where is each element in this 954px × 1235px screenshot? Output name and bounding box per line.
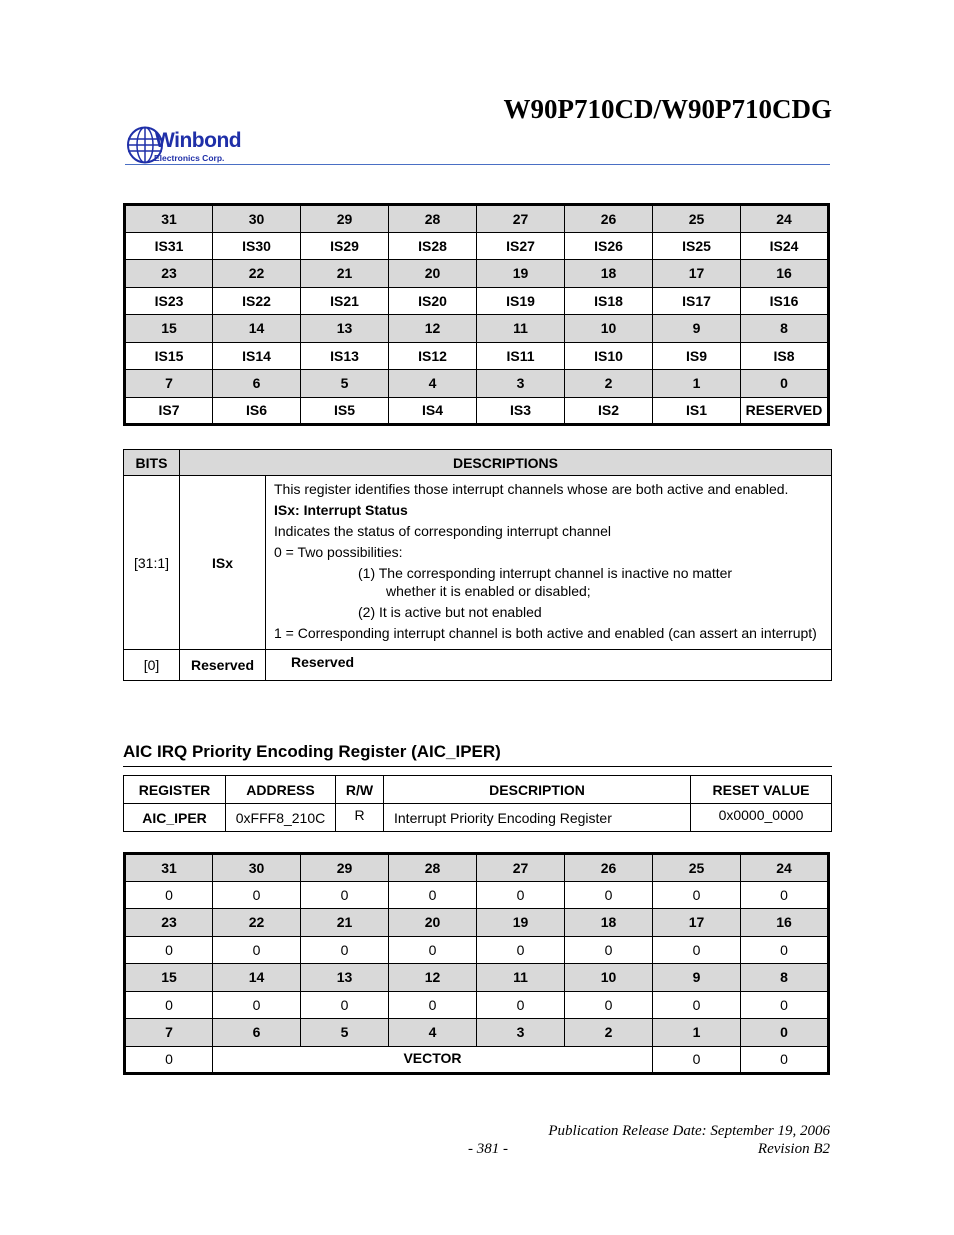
field-description: Reserved bbox=[266, 650, 832, 681]
bit-number-cell: 18 bbox=[565, 909, 653, 937]
bit-value-row bbox=[125, 991, 829, 1019]
bit-value-cell: 0 bbox=[125, 881, 213, 909]
bit-value-cell: 0 bbox=[213, 991, 301, 1019]
bits-table-isx bbox=[123, 203, 830, 426]
desc-row-isx bbox=[124, 476, 832, 650]
bit-number-cell: 16 bbox=[741, 909, 829, 937]
bit-value-cell: IS20 bbox=[389, 287, 477, 315]
bit-number-cell: 21 bbox=[301, 260, 389, 288]
col-address: ADDRESS bbox=[226, 776, 336, 804]
bits-range: [0] bbox=[124, 650, 180, 681]
bit-value-cell: IS1 bbox=[653, 397, 741, 425]
bit-number-cell: 31 bbox=[125, 205, 213, 233]
bit-number-cell: 12 bbox=[389, 964, 477, 992]
bit-value-cell: RESERVED bbox=[741, 397, 829, 425]
bit-value-cell: IS5 bbox=[301, 397, 389, 425]
bit-value-cell: 0 bbox=[477, 881, 565, 909]
bit-value-cell: 0 bbox=[653, 991, 741, 1019]
bits-range: [31:1] bbox=[124, 476, 180, 650]
bit-number-cell: 5 bbox=[301, 1019, 389, 1047]
bit-number-row bbox=[125, 1019, 829, 1047]
bit-number-cell: 20 bbox=[389, 260, 477, 288]
register-table bbox=[123, 775, 832, 832]
bit-value-cell: IS25 bbox=[653, 232, 741, 260]
bit-number-cell: 7 bbox=[125, 1019, 213, 1047]
bit-value-cell: IS31 bbox=[125, 232, 213, 260]
bit-number-cell: 28 bbox=[389, 205, 477, 233]
col-rw: R/W bbox=[336, 776, 384, 804]
header-rule bbox=[125, 164, 830, 165]
bit-number-cell: 23 bbox=[125, 260, 213, 288]
bit-number-cell: 5 bbox=[301, 370, 389, 398]
bit-number-cell: 21 bbox=[301, 909, 389, 937]
bit-number-cell: 14 bbox=[213, 964, 301, 992]
field-name: ISx bbox=[180, 476, 266, 650]
bit-number-cell: 8 bbox=[741, 315, 829, 343]
bit-number-row bbox=[125, 205, 829, 233]
bit-value-cell: IS15 bbox=[125, 342, 213, 370]
bit-value-cell: IS9 bbox=[653, 342, 741, 370]
bit-number-cell: 2 bbox=[565, 1019, 653, 1047]
bit-value-cell: IS28 bbox=[389, 232, 477, 260]
desc-line: whether it is enabled or disabled; bbox=[386, 583, 591, 599]
bit-number-cell: 8 bbox=[741, 964, 829, 992]
desc-line: (2) It is active but not enabled bbox=[358, 604, 542, 620]
bit-value-cell: 0 bbox=[741, 1046, 829, 1074]
desc-line: Indicates the status of corresponding interrupt channel bbox=[274, 523, 611, 539]
bit-value-cell: 0 bbox=[389, 936, 477, 964]
bit-number-cell: 23 bbox=[125, 909, 213, 937]
bit-number-cell: 22 bbox=[213, 260, 301, 288]
bit-number-cell: 3 bbox=[477, 1019, 565, 1047]
bit-number-cell: 27 bbox=[477, 205, 565, 233]
bit-value-cell: 0 bbox=[301, 991, 389, 1019]
logo-wordmark: Winbond bbox=[155, 129, 242, 152]
bit-value-cell: IS22 bbox=[213, 287, 301, 315]
bit-value-row bbox=[125, 232, 829, 260]
bit-value-cell: 0 bbox=[653, 936, 741, 964]
bit-number-cell: 1 bbox=[653, 370, 741, 398]
bit-number-cell: 1 bbox=[653, 1019, 741, 1047]
bit-value-cell: IS30 bbox=[213, 232, 301, 260]
section-rule bbox=[123, 766, 832, 767]
bits-table-iper bbox=[123, 852, 830, 1075]
bit-value-cell: 0 bbox=[213, 881, 301, 909]
bit-number-cell: 11 bbox=[477, 964, 565, 992]
bit-number-cell: 13 bbox=[301, 315, 389, 343]
bit-value-cell: 0 bbox=[653, 881, 741, 909]
bit-number-cell: 29 bbox=[301, 205, 389, 233]
register-header-row bbox=[124, 776, 832, 804]
bit-number-cell: 6 bbox=[213, 1019, 301, 1047]
bit-value-row bbox=[125, 397, 829, 425]
revision: Revision B2 bbox=[757, 1141, 830, 1157]
bit-value-cell: 0 bbox=[653, 1046, 741, 1074]
bit-value-cell: IS17 bbox=[653, 287, 741, 315]
descriptions-header: DESCRIPTIONS bbox=[180, 450, 832, 476]
bit-value-cell: IS3 bbox=[477, 397, 565, 425]
desc-field-title: ISx: Interrupt Status bbox=[274, 502, 408, 518]
bit-number-cell: 24 bbox=[741, 854, 829, 882]
bit-value-cell: IS11 bbox=[477, 342, 565, 370]
publication-date: Publication Release Date: September 19, 2006 bbox=[548, 1123, 830, 1139]
bit-number-row bbox=[125, 370, 829, 398]
bit-value-cell: 0 bbox=[301, 936, 389, 964]
bit-number-cell: 20 bbox=[389, 909, 477, 937]
bit-value-cell: IS12 bbox=[389, 342, 477, 370]
bit-value-cell: 0 bbox=[389, 991, 477, 1019]
bit-number-cell: 4 bbox=[389, 1019, 477, 1047]
bit-number-row bbox=[125, 260, 829, 288]
bit-number-cell: 26 bbox=[565, 854, 653, 882]
bit-number-cell: 15 bbox=[125, 315, 213, 343]
bit-value-cell: 0 bbox=[565, 991, 653, 1019]
bit-number-cell: 28 bbox=[389, 854, 477, 882]
bit-value-cell: 0 bbox=[477, 991, 565, 1019]
bit-value-cell: 0 bbox=[125, 991, 213, 1019]
bit-number-cell: 31 bbox=[125, 854, 213, 882]
bit-value-cell: 0 bbox=[741, 881, 829, 909]
bit-number-cell: 4 bbox=[389, 370, 477, 398]
desc-header-row bbox=[124, 450, 832, 476]
bit-number-cell: 19 bbox=[477, 260, 565, 288]
bit-value-cell: IS13 bbox=[301, 342, 389, 370]
bit-number-cell: 19 bbox=[477, 909, 565, 937]
bit-value-cell: 0 bbox=[565, 936, 653, 964]
bit-number-cell: 25 bbox=[653, 205, 741, 233]
bit-number-cell: 13 bbox=[301, 964, 389, 992]
register-name: AIC_IPER bbox=[124, 804, 226, 832]
bit-value-cell: 0 bbox=[125, 1046, 213, 1074]
bit-number-cell: 0 bbox=[741, 370, 829, 398]
bit-value-cell: IS19 bbox=[477, 287, 565, 315]
document-title: W90P710CD/W90P710CDG bbox=[503, 94, 832, 124]
bit-value-row bbox=[125, 936, 829, 964]
bit-value-cell: 0 bbox=[125, 936, 213, 964]
bit-number-cell: 7 bbox=[125, 370, 213, 398]
field-name: Reserved bbox=[180, 650, 266, 681]
section-title: AIC IRQ Priority Encoding Register (AIC_IPER) bbox=[123, 742, 501, 761]
bit-value-row bbox=[125, 1046, 829, 1074]
bit-value-cell: IS23 bbox=[125, 287, 213, 315]
register-rw: R bbox=[336, 804, 384, 832]
bit-value-row bbox=[125, 342, 829, 370]
desc-intro: This register identifies those interrupt channels whose are both active and enabled. bbox=[274, 481, 789, 497]
bit-number-cell: 10 bbox=[565, 964, 653, 992]
bit-number-cell: 15 bbox=[125, 964, 213, 992]
bit-number-cell: 3 bbox=[477, 370, 565, 398]
bit-value-cell: IS21 bbox=[301, 287, 389, 315]
bit-number-cell: 25 bbox=[653, 854, 741, 882]
bit-value-cell: IS10 bbox=[565, 342, 653, 370]
vector-field-cell: VECTOR bbox=[213, 1046, 653, 1074]
field-description bbox=[266, 476, 832, 650]
bit-value-cell: IS29 bbox=[301, 232, 389, 260]
logo-subtitle: Electronics Corp. bbox=[154, 153, 225, 163]
bit-number-cell: 12 bbox=[389, 315, 477, 343]
register-row bbox=[124, 804, 832, 832]
register-reset-value: 0x0000_0000 bbox=[691, 804, 832, 832]
bit-value-cell: IS27 bbox=[477, 232, 565, 260]
bit-number-cell: 6 bbox=[213, 370, 301, 398]
desc-line: 0 = Two possibilities: bbox=[274, 544, 403, 560]
bit-value-cell: IS4 bbox=[389, 397, 477, 425]
bit-number-cell: 24 bbox=[741, 205, 829, 233]
description-table bbox=[123, 449, 832, 681]
bit-number-cell: 9 bbox=[653, 315, 741, 343]
bit-number-cell: 10 bbox=[565, 315, 653, 343]
bit-number-cell: 30 bbox=[213, 205, 301, 233]
bit-number-cell: 11 bbox=[477, 315, 565, 343]
bit-number-cell: 22 bbox=[213, 909, 301, 937]
register-address: 0xFFF8_210C bbox=[226, 804, 336, 832]
desc-line: (1) The corresponding interrupt channel is inactive no matter bbox=[358, 565, 733, 581]
col-reset-value: RESET VALUE bbox=[691, 776, 832, 804]
bit-value-row bbox=[125, 287, 829, 315]
bit-number-cell: 16 bbox=[741, 260, 829, 288]
bit-number-row bbox=[125, 964, 829, 992]
winbond-logo bbox=[127, 126, 257, 166]
bit-number-cell: 18 bbox=[565, 260, 653, 288]
bit-number-cell: 17 bbox=[653, 260, 741, 288]
bit-number-cell: 0 bbox=[741, 1019, 829, 1047]
bit-number-cell: 14 bbox=[213, 315, 301, 343]
bit-number-cell: 29 bbox=[301, 854, 389, 882]
bit-value-cell: IS24 bbox=[741, 232, 829, 260]
bit-value-cell: IS6 bbox=[213, 397, 301, 425]
bits-header: BITS bbox=[124, 450, 180, 476]
bit-number-cell: 27 bbox=[477, 854, 565, 882]
desc-line: 1 = Corresponding interrupt channel is both active and enabled (can assert an interrupt) bbox=[274, 625, 817, 641]
bit-value-cell: IS14 bbox=[213, 342, 301, 370]
desc-row-reserved bbox=[124, 650, 832, 681]
bit-value-cell: 0 bbox=[477, 936, 565, 964]
bit-number-cell: 30 bbox=[213, 854, 301, 882]
bit-number-cell: 26 bbox=[565, 205, 653, 233]
col-description: DESCRIPTION bbox=[384, 776, 691, 804]
bit-value-cell: IS26 bbox=[565, 232, 653, 260]
bit-value-cell: IS18 bbox=[565, 287, 653, 315]
bit-value-cell: IS7 bbox=[125, 397, 213, 425]
register-description: Interrupt Priority Encoding Register bbox=[384, 804, 691, 832]
bit-number-cell: 9 bbox=[653, 964, 741, 992]
bit-number-row bbox=[125, 854, 829, 882]
col-register: REGISTER bbox=[124, 776, 226, 804]
page-number: - 381 - bbox=[468, 1141, 508, 1157]
bit-value-cell: 0 bbox=[565, 881, 653, 909]
bit-number-row bbox=[125, 909, 829, 937]
bit-value-cell: IS2 bbox=[565, 397, 653, 425]
bit-value-cell: 0 bbox=[301, 881, 389, 909]
bit-number-row bbox=[125, 315, 829, 343]
bit-value-cell: 0 bbox=[741, 991, 829, 1019]
bit-value-row bbox=[125, 881, 829, 909]
bit-number-cell: 17 bbox=[653, 909, 741, 937]
bit-value-cell: IS8 bbox=[741, 342, 829, 370]
bit-value-cell: 0 bbox=[389, 881, 477, 909]
bit-number-cell: 2 bbox=[565, 370, 653, 398]
bit-value-cell: 0 bbox=[213, 936, 301, 964]
bit-value-cell: IS16 bbox=[741, 287, 829, 315]
bit-value-cell: 0 bbox=[741, 936, 829, 964]
